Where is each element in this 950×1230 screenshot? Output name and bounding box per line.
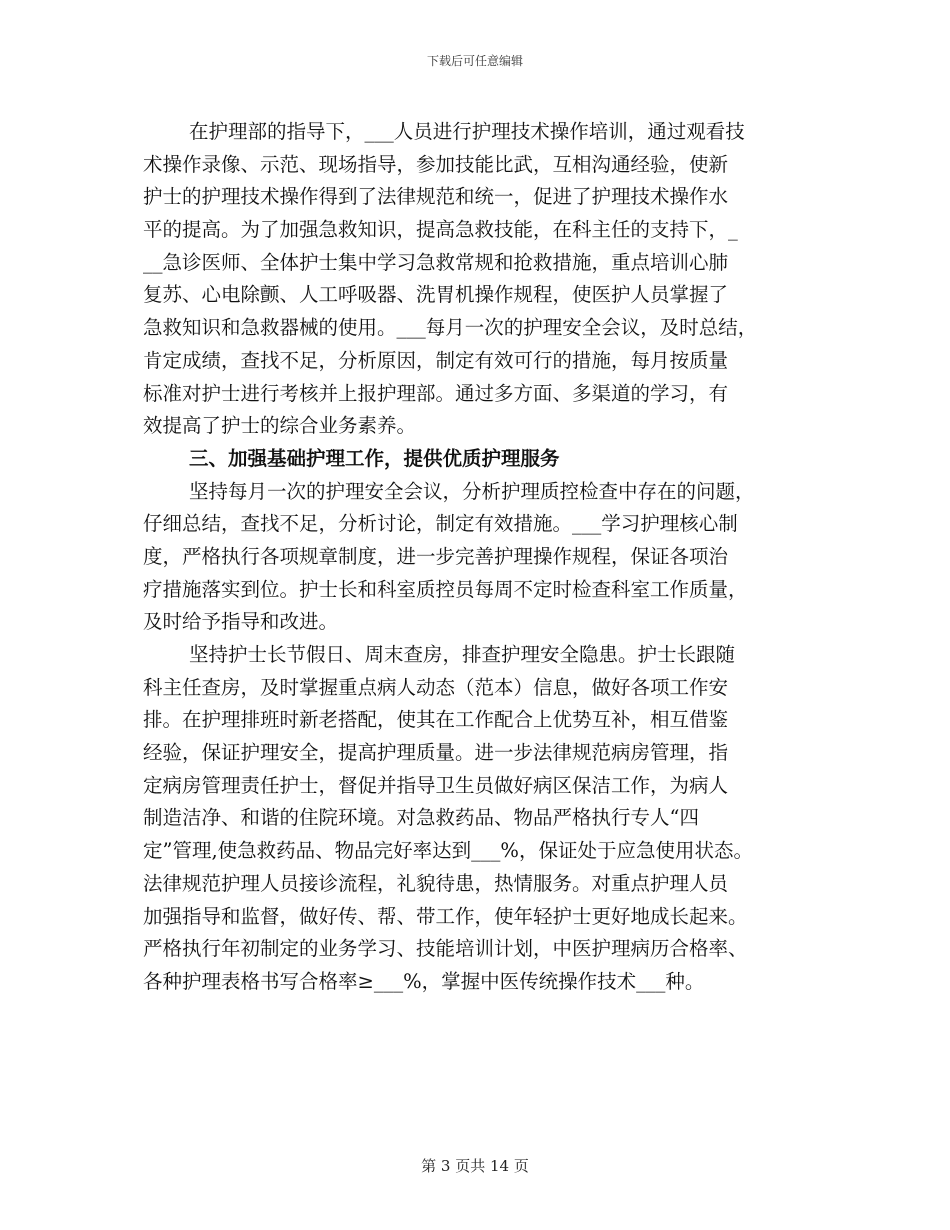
document-body xyxy=(143,116,813,999)
text-line: 严格执行年初制定的业务学习、技能培训计划，中医护理病历合格率、 xyxy=(143,937,748,961)
text-line: 各种护理表格书写合格率≥___%，掌握中医传统操作技术___种。 xyxy=(143,969,705,993)
section-heading: 三、加强基础护理工作，提供优质护理服务 xyxy=(189,446,560,470)
page-footer: 第 3 页共 14 页 xyxy=(421,1157,529,1175)
text-line: 护士的护理技术操作得到了法律规范和统一，促进了护理技术操作水 xyxy=(143,185,729,209)
paragraph xyxy=(143,476,813,639)
text-line: 标准对护士进行考核并上报护理部。通过多方面、多渠道的学习，有 xyxy=(143,381,729,405)
text-line: 定”管理,使急救药品、物品完好率达到___%，保证处于应急使用状态。 xyxy=(143,839,753,863)
text-line: 经验，保证护理安全，提高护理质量。进一步法律规范病房管理，指 xyxy=(143,741,729,765)
text-line: 及时给予指导和改进。 xyxy=(143,610,339,634)
text-line: 坚持每月一次的护理安全会议，分析护理质控检查中存在的问题， xyxy=(189,479,755,503)
text-line: 术操作录像、示范、现场指导，参加技能比武，互相沟通经验，使新 xyxy=(143,152,729,176)
text-line: 坚持护士长节假日、周末查房，排查护理安全隐患。护士长跟随 xyxy=(189,643,736,666)
text-line: 度，严格执行各项规章制度，进一步完善护理操作规程，保证各项治 xyxy=(143,544,729,568)
text-line: 效提高了护士的综合业务素养。 xyxy=(143,414,417,438)
text-line: 急救知识和急救器械的使用。___每月一次的护理安全会议，及时总结， xyxy=(143,316,758,340)
text-line: 仔细总结，查找不足，分析讨论，制定有效措施。___学习护理核心制 xyxy=(143,512,738,536)
text-line: 制造洁净、和谐的住院环境。对急救药品、物品严格执行专人“四 xyxy=(143,806,699,830)
text-line: 定病房管理责任护士，督促并指导卫生员做好病区保洁工作，为病人 xyxy=(143,773,729,797)
text-line: 在护理部的指导下，___人员进行护理技术操作培训，通过观看技 xyxy=(189,120,745,143)
text-line: 法律规范护理人员接诊流程，礼貌待患，热情服务。对重点护理人员 xyxy=(143,871,729,895)
text-line: 排。在护理排班时新老搭配，使其在工作配合上优势互补，相互借鉴 xyxy=(143,708,729,732)
text-line: __急诊医师、全体护士集中学习急救常规和抢救措施，重点培训心肺 xyxy=(143,250,729,274)
text-line: 肯定成绩，查找不足，分析原因，制定有效可行的措施，每月按质量 xyxy=(143,348,729,372)
text-line: 复苏、心电除颤、人工呼吸器、洗胃机操作规程，使医护人员掌握了 xyxy=(143,283,729,307)
paragraph xyxy=(143,639,813,999)
text-line: 平的提高。为了加强急救知识，提高急救技能，在科主任的支持下，_ xyxy=(143,218,738,242)
text-line: 科主任查房，及时掌握重点病人动态（范本）信息，做好各项工作安 xyxy=(143,675,729,699)
page-header: 下载后可任意编辑 xyxy=(426,54,523,68)
text-line: 疗措施落实到位。护士长和科室质控员每周不定时检查科室工作质量， xyxy=(143,577,748,601)
paragraph xyxy=(143,116,813,443)
text-line: 加强指导和监督，做好传、帮、带工作，使年轻护士更好地成长起来。 xyxy=(143,904,748,928)
